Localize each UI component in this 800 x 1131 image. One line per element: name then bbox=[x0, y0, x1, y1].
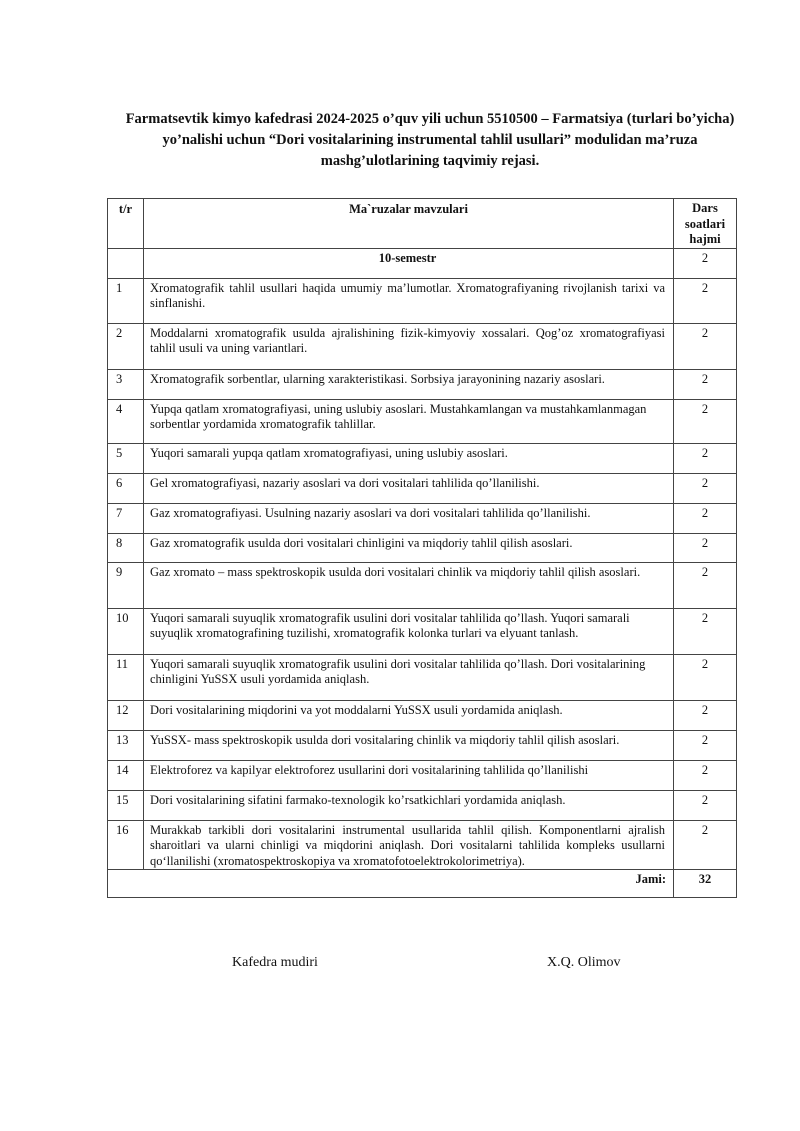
row-topic: Dori vositalarining miqdorini va yot moddalarni YuSSX usuli yordamida aniqlash. bbox=[144, 700, 674, 730]
row-number: 7 bbox=[108, 503, 144, 533]
row-hours: 2 bbox=[674, 760, 737, 790]
row-topic: Gel xromatografiyasi, nazariy asoslari va dori vositalari tahlilida qo’llanilishi. bbox=[144, 473, 674, 503]
table-row bbox=[108, 562, 737, 608]
row-number: 13 bbox=[108, 730, 144, 760]
table-row bbox=[108, 700, 737, 730]
row-topic: Gaz xromatografiyasi. Usulning nazariy asoslari va dori vositalari tahlilida qo’llanilishi. bbox=[144, 503, 674, 533]
row-hours: 2 bbox=[674, 608, 737, 654]
row-number: 10 bbox=[108, 608, 144, 654]
header-hours bbox=[674, 199, 737, 249]
row-hours: 2 bbox=[674, 443, 737, 473]
total-value: 32 bbox=[674, 870, 737, 898]
table-row bbox=[108, 730, 737, 760]
header-topic: Ma`ruzalar mavzulari bbox=[144, 199, 674, 249]
lecture-plan-table bbox=[107, 198, 737, 898]
row-number: 12 bbox=[108, 700, 144, 730]
row-hours: 2 bbox=[674, 730, 737, 760]
header-hours-line-3: hajmi bbox=[689, 232, 721, 246]
semester-row bbox=[108, 248, 737, 278]
row-hours: 2 bbox=[674, 654, 737, 700]
row-hours: 2 bbox=[674, 533, 737, 562]
table-header-row bbox=[108, 199, 737, 249]
row-hours: 2 bbox=[674, 323, 737, 369]
semester-label: 10-semestr bbox=[144, 248, 674, 278]
table-row bbox=[108, 503, 737, 533]
document-title bbox=[100, 109, 760, 172]
row-number: 3 bbox=[108, 369, 144, 399]
title-line-1: Farmatsevtik kimyo kafedrasi 2024-2025 o’quv yili uchun 5510500 – Farmatsiya (turlari bo’yicha) bbox=[125, 111, 735, 127]
row-number: 11 bbox=[108, 654, 144, 700]
header-number: t/r bbox=[108, 199, 144, 249]
total-row bbox=[108, 870, 737, 898]
row-hours: 2 bbox=[674, 473, 737, 503]
row-number: 14 bbox=[108, 760, 144, 790]
row-topic: Gaz xromatografik usulda dori vositalari chinligini va miqdoriy tahlil qilish asoslari. bbox=[144, 533, 674, 562]
row-number: 8 bbox=[108, 533, 144, 562]
title-line-3: mashg’ulotlarining taqvimiy rejasi. bbox=[320, 153, 540, 169]
row-topic: Yupqa qatlam xromatografiyasi, uning uslubiy asoslari. Mustahkamlangan va mustahkamlanmagan sorbentlar yordamida xromatografik tahlillar. bbox=[144, 399, 674, 443]
row-hours: 2 bbox=[674, 790, 737, 820]
row-number: 1 bbox=[108, 278, 144, 323]
table-row bbox=[108, 760, 737, 790]
row-hours: 2 bbox=[674, 369, 737, 399]
signature-position: Kafedra mudiri bbox=[232, 955, 318, 970]
semester-hours: 2 bbox=[674, 248, 737, 278]
header-hours-line-1: Dars bbox=[692, 201, 718, 215]
table-row bbox=[108, 790, 737, 820]
row-topic: Xromatografik tahlil usullari haqida umumiy ma’lumotlar. Xromatografiyaning rivojlanish tarixi va sinflanishi. bbox=[144, 278, 674, 323]
row-topic: YuSSX- mass spektroskopik usulda dori vositalaring chinlik va miqdoriy tahlil qilish asoslari. bbox=[144, 730, 674, 760]
row-hours: 2 bbox=[674, 700, 737, 730]
row-topic: Yuqori samarali yupqa qatlam xromatografiyasi, uning uslubiy asoslari. bbox=[144, 443, 674, 473]
row-hours: 2 bbox=[674, 503, 737, 533]
total-label: Jami: bbox=[108, 870, 674, 898]
row-hours: 2 bbox=[674, 399, 737, 443]
row-topic: Dori vositalarining sifatini farmako-texnologik ko’rsatkichlari yordamida aniqlash. bbox=[144, 790, 674, 820]
signature-name: X.Q. Olimov bbox=[547, 955, 621, 970]
table-row bbox=[108, 278, 737, 323]
row-number: 2 bbox=[108, 323, 144, 369]
row-hours: 2 bbox=[674, 562, 737, 608]
table-row bbox=[108, 608, 737, 654]
table-row bbox=[108, 369, 737, 399]
row-number: 4 bbox=[108, 399, 144, 443]
row-number: 5 bbox=[108, 443, 144, 473]
row-topic: Gaz xromato – mass spektroskopik usulda dori vositalari chinlik va miqdoriy tahlil qilish asoslari. bbox=[144, 562, 674, 608]
table-row bbox=[108, 473, 737, 503]
table-row bbox=[108, 654, 737, 700]
row-number: 9 bbox=[108, 562, 144, 608]
row-topic: Murakkab tarkibli dori vositalarini instrumental usullarida tahlil qilish. Komponentlarni ajralish sharoitlari va ularni chinligi va miqdorini aniqlash. Dori vositalarni tahlilida kompleks usullarni qo‘llanilishi (xromatospektroskopiya va xromatofotoelektrokolorimetriya). bbox=[144, 820, 674, 870]
row-topic: Yuqori samarali suyuqlik xromatografik usulini dori vositalar tahlilida qo’llash. Yuqori samarali suyuqlik xromatografining tuzilishi, xromatografik kolonka turlari va elyuant tanlash. bbox=[144, 608, 674, 654]
row-hours: 2 bbox=[674, 278, 737, 323]
title-line-2: yo’nalishi uchun “Dori vositalarining instrumental tahlil usullari” modulidan ma’ruza bbox=[162, 132, 698, 148]
row-topic: Yuqori samarali suyuqlik xromatografik usulini dori vositalar tahlilida qo’llash. Dori vositalarining chinligini YuSSX usuli yordamida aniqlash. bbox=[144, 654, 674, 700]
row-number: 15 bbox=[108, 790, 144, 820]
table-row bbox=[108, 820, 737, 870]
row-number: 6 bbox=[108, 473, 144, 503]
row-number: 16 bbox=[108, 820, 144, 870]
table-row bbox=[108, 533, 737, 562]
table-row bbox=[108, 399, 737, 443]
row-topic: Elektroforez va kapilyar elektroforez usullarini dori vositalarining tahlilida qo’llanilishi bbox=[144, 760, 674, 790]
table-row bbox=[108, 323, 737, 369]
row-topic: Xromatografik sorbentlar, ularning xarakteristikasi. Sorbsiya jarayonining nazariy asoslari. bbox=[144, 369, 674, 399]
row-hours: 2 bbox=[674, 820, 737, 870]
table-row bbox=[108, 443, 737, 473]
row-topic: Moddalarni xromatografik usulda ajralishining fizik-kimyoviy xossalari. Qog’oz xromatografiyasi tahlil usuli va uning variantlari. bbox=[144, 323, 674, 369]
semester-empty-cell bbox=[108, 248, 144, 278]
header-hours-line-2: soatlari bbox=[684, 216, 726, 231]
